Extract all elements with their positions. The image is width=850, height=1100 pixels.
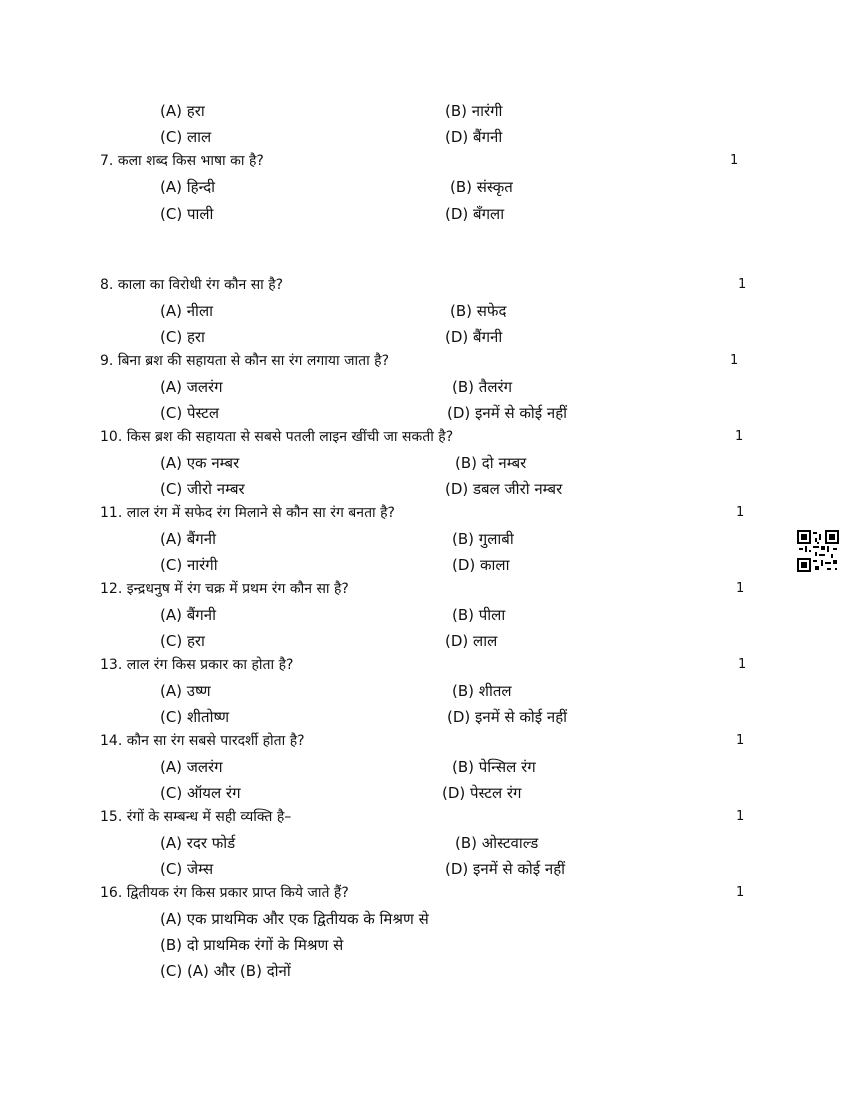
answer-option: (C) हरा xyxy=(160,632,205,650)
answer-option: (D) इनमें से कोई नहीं xyxy=(447,708,568,726)
question-marks: 1 xyxy=(736,809,745,824)
question-number: 10. xyxy=(100,429,123,445)
question-text xyxy=(100,808,291,826)
question-number: 12. xyxy=(100,581,123,597)
answer-option: (B) सफेद xyxy=(450,302,507,320)
answer-option: (C) लाल xyxy=(160,128,212,146)
question-marks: 1 xyxy=(738,277,747,292)
answer-option: (B) नारंगी xyxy=(445,102,503,120)
question-marks: 1 xyxy=(736,505,745,520)
answer-option: (C) (A) और (B) दोनों xyxy=(160,962,291,980)
answer-option: (A) रदर फोर्ड xyxy=(160,834,236,852)
answer-option: (B) गुलाबी xyxy=(452,530,514,548)
answer-option: (A) हरा xyxy=(160,102,205,120)
question-text xyxy=(100,732,305,750)
answer-option: (A) जलरंग xyxy=(160,378,223,396)
answer-option: (B) तैलरंग xyxy=(452,378,513,396)
answer-option: (D) इनमें से कोई नहीं xyxy=(445,860,566,878)
answer-option: (D) बैंगनी xyxy=(445,328,503,346)
answer-option: (C) नारंगी xyxy=(160,556,218,574)
question-label: द्वितीयक रंग किस प्रकार प्राप्त किये जाते हैं? xyxy=(126,885,349,901)
answer-option: (A) एक नम्बर xyxy=(160,454,240,472)
question-number: 9. xyxy=(100,353,114,369)
answer-option: (B) पेन्सिल रंग xyxy=(452,758,536,776)
answer-option: (B) संस्कृत xyxy=(450,178,513,196)
answer-option: (A) जलरंग xyxy=(160,758,223,776)
answer-option: (D) डबल जीरो नम्बर xyxy=(445,480,563,498)
question-text xyxy=(100,428,453,446)
question-marks: 1 xyxy=(736,581,745,596)
question-label: लाल रंग किस प्रकार का होता है? xyxy=(126,657,294,673)
answer-option: (D) पेस्टल रंग xyxy=(442,784,522,802)
answer-option: (C) ऑयल रंग xyxy=(160,784,241,802)
question-marks: 1 xyxy=(738,657,747,672)
question-label: कला शब्द किस भाषा का है? xyxy=(117,153,264,169)
question-number: 14. xyxy=(100,733,123,749)
answer-option: (B) पीला xyxy=(452,606,506,624)
question-label: इन्द्रधनुष में रंग चक्र में प्रथम रंग कौन सा है? xyxy=(126,581,349,597)
question-marks: 1 xyxy=(736,733,745,748)
answer-option: (B) दो प्राथमिक रंगों के मिश्रण से xyxy=(160,936,344,954)
question-label: कौन सा रंग सबसे पारदर्शी होता है? xyxy=(126,733,305,749)
question-number: 15. xyxy=(100,809,123,825)
question-text xyxy=(100,580,349,598)
question-label: किस ब्रश की सहायता से सबसे पतली लाइन खींची जा सकती है? xyxy=(126,429,454,445)
question-label: रंगों के सम्बन्ध में सही व्यक्ति है– xyxy=(126,809,292,825)
answer-option: (C) पेस्टल xyxy=(160,404,220,422)
question-number: 16. xyxy=(100,885,123,901)
answer-option: (B) ओस्टवाल्ड xyxy=(455,834,539,852)
question-marks: 1 xyxy=(736,885,745,900)
answer-option: (A) हिन्दी xyxy=(160,178,216,196)
question-marks: 1 xyxy=(735,429,744,444)
question-marks: 1 xyxy=(730,353,739,368)
answer-option: (D) बैंगनी xyxy=(445,128,503,146)
question-text xyxy=(100,152,264,170)
answer-option: (B) शीतल xyxy=(452,682,512,700)
question-text xyxy=(100,884,349,902)
answer-option: (D) लाल xyxy=(445,632,498,650)
answer-option: (A) बैंगनी xyxy=(160,530,216,548)
question-label: लाल रंग में सफेद रंग मिलाने से कौन सा रंग बनता है? xyxy=(126,505,395,521)
answer-option: (C) जीरो नम्बर xyxy=(160,480,245,498)
answer-option: (C) पाली xyxy=(160,205,214,223)
answer-option: (C) हरा xyxy=(160,328,205,346)
answer-option: (D) इनमें से कोई नहीं xyxy=(447,404,568,422)
question-text xyxy=(100,276,283,294)
answer-option: (C) जेम्स xyxy=(160,860,214,878)
question-text xyxy=(100,504,395,522)
answer-option: (A) उष्ण xyxy=(160,682,211,700)
question-label: काला का विरोधी रंग कौन सा है? xyxy=(117,277,284,293)
question-number: 13. xyxy=(100,657,123,673)
answer-option: (C) शीतोष्ण xyxy=(160,708,230,726)
answer-option: (A) नीला xyxy=(160,302,213,320)
question-text xyxy=(100,656,293,674)
answer-option: (D) बँगला xyxy=(445,205,505,223)
answer-option: (A) बैंगनी xyxy=(160,606,216,624)
answer-option: (D) काला xyxy=(452,556,510,574)
question-number: 7. xyxy=(100,153,114,169)
question-number: 11. xyxy=(100,505,123,521)
question-number: 8. xyxy=(100,277,114,293)
question-text xyxy=(100,352,389,370)
question-label: बिना ब्रश की सहायता से कौन सा रंग लगाया जाता है? xyxy=(117,353,390,369)
qr-code-icon xyxy=(797,530,839,572)
answer-option: (B) दो नम्बर xyxy=(455,454,527,472)
answer-option: (A) एक प्राथमिक और एक द्वितीयक के मिश्रण से xyxy=(160,910,429,928)
question-marks: 1 xyxy=(730,153,739,168)
